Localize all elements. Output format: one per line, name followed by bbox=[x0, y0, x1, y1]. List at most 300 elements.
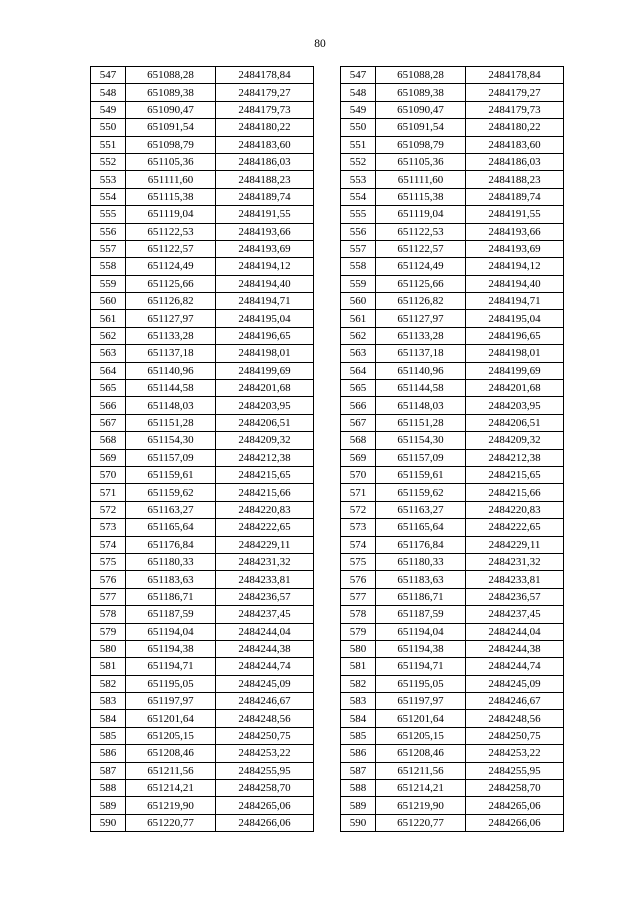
table-row bbox=[91, 727, 314, 744]
point-number-cell: 555 bbox=[341, 206, 376, 223]
y-coordinate-cell: 2484266,06 bbox=[216, 814, 314, 831]
x-coordinate-cell: 651194,38 bbox=[376, 640, 466, 657]
y-coordinate-cell: 2484194,71 bbox=[216, 293, 314, 310]
x-coordinate-cell: 651137,18 bbox=[376, 345, 466, 362]
point-number-cell: 586 bbox=[91, 745, 126, 762]
point-number-cell: 555 bbox=[91, 206, 126, 223]
x-coordinate-cell: 651125,66 bbox=[376, 275, 466, 292]
y-coordinate-cell: 2484188,23 bbox=[466, 171, 564, 188]
y-coordinate-cell: 2484209,32 bbox=[216, 432, 314, 449]
point-number-cell: 563 bbox=[341, 345, 376, 362]
y-coordinate-cell: 2484244,04 bbox=[216, 623, 314, 640]
x-coordinate-cell: 651088,28 bbox=[376, 67, 466, 84]
x-coordinate-cell: 651124,49 bbox=[376, 258, 466, 275]
point-number-cell: 550 bbox=[341, 119, 376, 136]
point-number-cell: 589 bbox=[341, 797, 376, 814]
y-coordinate-cell: 2484248,56 bbox=[216, 710, 314, 727]
y-coordinate-cell: 2484195,04 bbox=[216, 310, 314, 327]
table-row bbox=[91, 658, 314, 675]
y-coordinate-cell: 2484198,01 bbox=[216, 345, 314, 362]
table-row bbox=[341, 223, 564, 240]
table-row bbox=[341, 206, 564, 223]
table-row bbox=[341, 501, 564, 518]
x-coordinate-cell: 651214,21 bbox=[126, 780, 216, 797]
table-row bbox=[91, 67, 314, 84]
coordinates-table-left-body bbox=[91, 67, 314, 832]
y-coordinate-cell: 2484236,57 bbox=[216, 588, 314, 605]
table-row bbox=[91, 797, 314, 814]
x-coordinate-cell: 651144,58 bbox=[126, 380, 216, 397]
x-coordinate-cell: 651124,49 bbox=[126, 258, 216, 275]
point-number-cell: 563 bbox=[91, 345, 126, 362]
y-coordinate-cell: 2484250,75 bbox=[466, 727, 564, 744]
y-coordinate-cell: 2484244,74 bbox=[216, 658, 314, 675]
point-number-cell: 574 bbox=[91, 536, 126, 553]
table-row bbox=[341, 640, 564, 657]
table-row bbox=[91, 484, 314, 501]
y-coordinate-cell: 2484206,51 bbox=[466, 414, 564, 431]
x-coordinate-cell: 651165,64 bbox=[126, 519, 216, 536]
x-coordinate-cell: 651115,38 bbox=[126, 188, 216, 205]
point-number-cell: 579 bbox=[341, 623, 376, 640]
table-row bbox=[341, 258, 564, 275]
table-row bbox=[341, 275, 564, 292]
point-number-cell: 581 bbox=[341, 658, 376, 675]
table-row bbox=[91, 449, 314, 466]
table-row bbox=[341, 327, 564, 344]
y-coordinate-cell: 2484244,04 bbox=[466, 623, 564, 640]
x-coordinate-cell: 651091,54 bbox=[126, 119, 216, 136]
table-row bbox=[91, 710, 314, 727]
point-number-cell: 573 bbox=[91, 519, 126, 536]
table-row bbox=[341, 553, 564, 570]
x-coordinate-cell: 651089,38 bbox=[376, 84, 466, 101]
table-row bbox=[341, 414, 564, 431]
x-coordinate-cell: 651194,71 bbox=[126, 658, 216, 675]
point-number-cell: 548 bbox=[341, 84, 376, 101]
x-coordinate-cell: 651119,04 bbox=[376, 206, 466, 223]
table-row bbox=[341, 119, 564, 136]
x-coordinate-cell: 651187,59 bbox=[126, 606, 216, 623]
point-number-cell: 587 bbox=[91, 762, 126, 779]
point-number-cell: 553 bbox=[341, 171, 376, 188]
table-row bbox=[91, 675, 314, 692]
point-number-cell: 550 bbox=[91, 119, 126, 136]
table-row bbox=[341, 432, 564, 449]
point-number-cell: 589 bbox=[91, 797, 126, 814]
point-number-cell: 566 bbox=[341, 397, 376, 414]
y-coordinate-cell: 2484191,55 bbox=[216, 206, 314, 223]
point-number-cell: 561 bbox=[91, 310, 126, 327]
x-coordinate-cell: 651119,04 bbox=[126, 206, 216, 223]
x-coordinate-cell: 651144,58 bbox=[376, 380, 466, 397]
x-coordinate-cell: 651159,62 bbox=[376, 484, 466, 501]
table-row bbox=[91, 293, 314, 310]
table-row bbox=[341, 188, 564, 205]
table-row bbox=[91, 501, 314, 518]
point-number-cell: 548 bbox=[91, 84, 126, 101]
y-coordinate-cell: 2484246,67 bbox=[466, 693, 564, 710]
x-coordinate-cell: 651187,59 bbox=[376, 606, 466, 623]
x-coordinate-cell: 651157,09 bbox=[376, 449, 466, 466]
table-row bbox=[91, 762, 314, 779]
x-coordinate-cell: 651137,18 bbox=[126, 345, 216, 362]
y-coordinate-cell: 2484201,68 bbox=[216, 380, 314, 397]
x-coordinate-cell: 651159,61 bbox=[376, 466, 466, 483]
table-row bbox=[341, 814, 564, 831]
point-number-cell: 584 bbox=[91, 710, 126, 727]
point-number-cell: 560 bbox=[91, 293, 126, 310]
table-row bbox=[91, 536, 314, 553]
y-coordinate-cell: 2484194,71 bbox=[466, 293, 564, 310]
table-row bbox=[91, 119, 314, 136]
x-coordinate-cell: 651105,36 bbox=[376, 153, 466, 170]
y-coordinate-cell: 2484215,65 bbox=[216, 466, 314, 483]
table-row bbox=[91, 466, 314, 483]
y-coordinate-cell: 2484179,27 bbox=[466, 84, 564, 101]
point-number-cell: 570 bbox=[91, 466, 126, 483]
point-number-cell: 568 bbox=[341, 432, 376, 449]
y-coordinate-cell: 2484201,68 bbox=[466, 380, 564, 397]
x-coordinate-cell: 651219,90 bbox=[126, 797, 216, 814]
x-coordinate-cell: 651133,28 bbox=[126, 327, 216, 344]
y-coordinate-cell: 2484189,74 bbox=[466, 188, 564, 205]
table-row bbox=[341, 762, 564, 779]
point-number-cell: 583 bbox=[91, 693, 126, 710]
y-coordinate-cell: 2484215,66 bbox=[216, 484, 314, 501]
y-coordinate-cell: 2484178,84 bbox=[216, 67, 314, 84]
x-coordinate-cell: 651211,56 bbox=[126, 762, 216, 779]
y-coordinate-cell: 2484212,38 bbox=[466, 449, 564, 466]
point-number-cell: 556 bbox=[341, 223, 376, 240]
point-number-cell: 552 bbox=[91, 153, 126, 170]
table-row bbox=[91, 223, 314, 240]
x-coordinate-cell: 651090,47 bbox=[376, 101, 466, 118]
point-number-cell: 569 bbox=[341, 449, 376, 466]
table-row bbox=[341, 797, 564, 814]
y-coordinate-cell: 2484231,32 bbox=[216, 553, 314, 570]
point-number-cell: 581 bbox=[91, 658, 126, 675]
table-row bbox=[341, 780, 564, 797]
y-coordinate-cell: 2484189,74 bbox=[216, 188, 314, 205]
table-row bbox=[341, 67, 564, 84]
point-number-cell: 568 bbox=[91, 432, 126, 449]
point-number-cell: 561 bbox=[341, 310, 376, 327]
table-row bbox=[91, 397, 314, 414]
point-number-cell: 551 bbox=[341, 136, 376, 153]
table-row bbox=[91, 136, 314, 153]
point-number-cell: 578 bbox=[341, 606, 376, 623]
point-number-cell: 574 bbox=[341, 536, 376, 553]
point-number-cell: 580 bbox=[341, 640, 376, 657]
table-row bbox=[341, 380, 564, 397]
x-coordinate-cell: 651201,64 bbox=[376, 710, 466, 727]
table-row bbox=[341, 153, 564, 170]
x-coordinate-cell: 651183,63 bbox=[376, 571, 466, 588]
table-row bbox=[341, 745, 564, 762]
x-coordinate-cell: 651159,61 bbox=[126, 466, 216, 483]
y-coordinate-cell: 2484183,60 bbox=[466, 136, 564, 153]
x-coordinate-cell: 651122,57 bbox=[126, 240, 216, 257]
y-coordinate-cell: 2484180,22 bbox=[216, 119, 314, 136]
y-coordinate-cell: 2484199,69 bbox=[216, 362, 314, 379]
table-row bbox=[91, 571, 314, 588]
y-coordinate-cell: 2484206,51 bbox=[216, 414, 314, 431]
y-coordinate-cell: 2484193,69 bbox=[216, 240, 314, 257]
table-row bbox=[341, 84, 564, 101]
y-coordinate-cell: 2484212,38 bbox=[216, 449, 314, 466]
table-row bbox=[91, 693, 314, 710]
table-row bbox=[91, 206, 314, 223]
table-row bbox=[91, 780, 314, 797]
y-coordinate-cell: 2484179,27 bbox=[216, 84, 314, 101]
y-coordinate-cell: 2484180,22 bbox=[466, 119, 564, 136]
x-coordinate-cell: 651154,30 bbox=[376, 432, 466, 449]
x-coordinate-cell: 651183,63 bbox=[126, 571, 216, 588]
x-coordinate-cell: 651197,97 bbox=[376, 693, 466, 710]
y-coordinate-cell: 2484246,67 bbox=[216, 693, 314, 710]
table-row bbox=[91, 640, 314, 657]
y-coordinate-cell: 2484195,04 bbox=[466, 310, 564, 327]
point-number-cell: 567 bbox=[91, 414, 126, 431]
x-coordinate-cell: 651091,54 bbox=[376, 119, 466, 136]
x-coordinate-cell: 651098,79 bbox=[376, 136, 466, 153]
table-row bbox=[341, 571, 564, 588]
y-coordinate-cell: 2484194,12 bbox=[466, 258, 564, 275]
x-coordinate-cell: 651126,82 bbox=[376, 293, 466, 310]
point-number-cell: 586 bbox=[341, 745, 376, 762]
table-row bbox=[341, 345, 564, 362]
x-coordinate-cell: 651111,60 bbox=[126, 171, 216, 188]
x-coordinate-cell: 651127,97 bbox=[126, 310, 216, 327]
y-coordinate-cell: 2484255,95 bbox=[466, 762, 564, 779]
x-coordinate-cell: 651176,84 bbox=[376, 536, 466, 553]
x-coordinate-cell: 651125,66 bbox=[126, 275, 216, 292]
table-row bbox=[91, 171, 314, 188]
x-coordinate-cell: 651194,04 bbox=[126, 623, 216, 640]
table-row bbox=[91, 606, 314, 623]
x-coordinate-cell: 651098,79 bbox=[126, 136, 216, 153]
point-number-cell: 557 bbox=[341, 240, 376, 257]
table-row bbox=[91, 101, 314, 118]
x-coordinate-cell: 651148,03 bbox=[126, 397, 216, 414]
x-coordinate-cell: 651140,96 bbox=[376, 362, 466, 379]
y-coordinate-cell: 2484244,38 bbox=[216, 640, 314, 657]
point-number-cell: 576 bbox=[341, 571, 376, 588]
x-coordinate-cell: 651214,21 bbox=[376, 780, 466, 797]
table-row bbox=[341, 727, 564, 744]
y-coordinate-cell: 2484186,03 bbox=[216, 153, 314, 170]
y-coordinate-cell: 2484183,60 bbox=[216, 136, 314, 153]
y-coordinate-cell: 2484258,70 bbox=[466, 780, 564, 797]
table-row bbox=[91, 345, 314, 362]
point-number-cell: 572 bbox=[91, 501, 126, 518]
y-coordinate-cell: 2484196,65 bbox=[466, 327, 564, 344]
point-number-cell: 580 bbox=[91, 640, 126, 657]
point-number-cell: 558 bbox=[91, 258, 126, 275]
y-coordinate-cell: 2484191,55 bbox=[466, 206, 564, 223]
x-coordinate-cell: 651151,28 bbox=[126, 414, 216, 431]
point-number-cell: 551 bbox=[91, 136, 126, 153]
y-coordinate-cell: 2484220,83 bbox=[466, 501, 564, 518]
point-number-cell: 590 bbox=[91, 814, 126, 831]
table-row bbox=[341, 675, 564, 692]
table-row bbox=[91, 745, 314, 762]
table-row bbox=[341, 293, 564, 310]
y-coordinate-cell: 2484233,81 bbox=[216, 571, 314, 588]
point-number-cell: 559 bbox=[91, 275, 126, 292]
x-coordinate-cell: 651220,77 bbox=[126, 814, 216, 831]
table-row bbox=[91, 432, 314, 449]
y-coordinate-cell: 2484253,22 bbox=[466, 745, 564, 762]
point-number-cell: 569 bbox=[91, 449, 126, 466]
y-coordinate-cell: 2484231,32 bbox=[466, 553, 564, 570]
x-coordinate-cell: 651197,97 bbox=[126, 693, 216, 710]
table-row bbox=[91, 588, 314, 605]
point-number-cell: 571 bbox=[341, 484, 376, 501]
y-coordinate-cell: 2484186,03 bbox=[466, 153, 564, 170]
y-coordinate-cell: 2484193,66 bbox=[466, 223, 564, 240]
point-number-cell: 547 bbox=[91, 67, 126, 84]
point-number-cell: 554 bbox=[91, 188, 126, 205]
x-coordinate-cell: 651127,97 bbox=[376, 310, 466, 327]
y-coordinate-cell: 2484193,69 bbox=[466, 240, 564, 257]
x-coordinate-cell: 651220,77 bbox=[376, 814, 466, 831]
table-row bbox=[341, 519, 564, 536]
x-coordinate-cell: 651151,28 bbox=[376, 414, 466, 431]
table-row bbox=[91, 380, 314, 397]
x-coordinate-cell: 651105,36 bbox=[126, 153, 216, 170]
point-number-cell: 553 bbox=[91, 171, 126, 188]
coordinates-table-left bbox=[90, 66, 314, 832]
table-row bbox=[341, 536, 564, 553]
y-coordinate-cell: 2484222,65 bbox=[216, 519, 314, 536]
x-coordinate-cell: 651122,57 bbox=[376, 240, 466, 257]
point-number-cell: 570 bbox=[341, 466, 376, 483]
table-row bbox=[341, 310, 564, 327]
y-coordinate-cell: 2484203,95 bbox=[216, 397, 314, 414]
table-row bbox=[91, 814, 314, 831]
point-number-cell: 585 bbox=[91, 727, 126, 744]
y-coordinate-cell: 2484244,74 bbox=[466, 658, 564, 675]
table-row bbox=[91, 258, 314, 275]
x-coordinate-cell: 651195,05 bbox=[126, 675, 216, 692]
x-coordinate-cell: 651159,62 bbox=[126, 484, 216, 501]
y-coordinate-cell: 2484220,83 bbox=[216, 501, 314, 518]
y-coordinate-cell: 2484244,38 bbox=[466, 640, 564, 657]
y-coordinate-cell: 2484179,73 bbox=[216, 101, 314, 118]
point-number-cell: 584 bbox=[341, 710, 376, 727]
table-row bbox=[91, 519, 314, 536]
y-coordinate-cell: 2484237,45 bbox=[216, 606, 314, 623]
point-number-cell: 571 bbox=[91, 484, 126, 501]
point-number-cell: 549 bbox=[341, 101, 376, 118]
point-number-cell: 583 bbox=[341, 693, 376, 710]
y-coordinate-cell: 2484215,66 bbox=[466, 484, 564, 501]
point-number-cell: 557 bbox=[91, 240, 126, 257]
y-coordinate-cell: 2484178,84 bbox=[466, 67, 564, 84]
table-row bbox=[91, 240, 314, 257]
table-row bbox=[91, 414, 314, 431]
y-coordinate-cell: 2484194,12 bbox=[216, 258, 314, 275]
point-number-cell: 566 bbox=[91, 397, 126, 414]
table-row bbox=[341, 240, 564, 257]
y-coordinate-cell: 2484229,11 bbox=[466, 536, 564, 553]
point-number-cell: 567 bbox=[341, 414, 376, 431]
table-row bbox=[341, 101, 564, 118]
point-number-cell: 573 bbox=[341, 519, 376, 536]
table-row bbox=[341, 693, 564, 710]
table-row bbox=[91, 188, 314, 205]
x-coordinate-cell: 651208,46 bbox=[376, 745, 466, 762]
x-coordinate-cell: 651122,53 bbox=[376, 223, 466, 240]
y-coordinate-cell: 2484188,23 bbox=[216, 171, 314, 188]
x-coordinate-cell: 651205,15 bbox=[376, 727, 466, 744]
page-number: 80 bbox=[314, 38, 326, 50]
y-coordinate-cell: 2484215,65 bbox=[466, 466, 564, 483]
point-number-cell: 558 bbox=[341, 258, 376, 275]
y-coordinate-cell: 2484248,56 bbox=[466, 710, 564, 727]
y-coordinate-cell: 2484193,66 bbox=[216, 223, 314, 240]
table-row bbox=[341, 710, 564, 727]
x-coordinate-cell: 651219,90 bbox=[376, 797, 466, 814]
table-row bbox=[341, 171, 564, 188]
point-number-cell: 576 bbox=[91, 571, 126, 588]
table-row bbox=[341, 136, 564, 153]
table-row bbox=[91, 84, 314, 101]
point-number-cell: 562 bbox=[91, 327, 126, 344]
y-coordinate-cell: 2484229,11 bbox=[216, 536, 314, 553]
x-coordinate-cell: 651163,27 bbox=[126, 501, 216, 518]
x-coordinate-cell: 651165,64 bbox=[376, 519, 466, 536]
x-coordinate-cell: 651186,71 bbox=[376, 588, 466, 605]
x-coordinate-cell: 651089,38 bbox=[126, 84, 216, 101]
point-number-cell: 587 bbox=[341, 762, 376, 779]
table-row bbox=[341, 588, 564, 605]
y-coordinate-cell: 2484194,40 bbox=[216, 275, 314, 292]
x-coordinate-cell: 651194,38 bbox=[126, 640, 216, 657]
x-coordinate-cell: 651201,64 bbox=[126, 710, 216, 727]
x-coordinate-cell: 651176,84 bbox=[126, 536, 216, 553]
y-coordinate-cell: 2484253,22 bbox=[216, 745, 314, 762]
point-number-cell: 579 bbox=[91, 623, 126, 640]
y-coordinate-cell: 2484255,95 bbox=[216, 762, 314, 779]
x-coordinate-cell: 651180,33 bbox=[376, 553, 466, 570]
point-number-cell: 552 bbox=[341, 153, 376, 170]
x-coordinate-cell: 651126,82 bbox=[126, 293, 216, 310]
coordinates-table-right-body bbox=[341, 67, 564, 832]
point-number-cell: 582 bbox=[341, 675, 376, 692]
table-row bbox=[91, 275, 314, 292]
point-number-cell: 588 bbox=[341, 780, 376, 797]
point-number-cell: 575 bbox=[91, 553, 126, 570]
x-coordinate-cell: 651180,33 bbox=[126, 553, 216, 570]
point-number-cell: 590 bbox=[341, 814, 376, 831]
point-number-cell: 582 bbox=[91, 675, 126, 692]
y-coordinate-cell: 2484266,06 bbox=[466, 814, 564, 831]
point-number-cell: 562 bbox=[341, 327, 376, 344]
x-coordinate-cell: 651194,71 bbox=[376, 658, 466, 675]
table-row bbox=[91, 362, 314, 379]
x-coordinate-cell: 651140,96 bbox=[126, 362, 216, 379]
point-number-cell: 564 bbox=[341, 362, 376, 379]
y-coordinate-cell: 2484237,45 bbox=[466, 606, 564, 623]
x-coordinate-cell: 651194,04 bbox=[376, 623, 466, 640]
point-number-cell: 564 bbox=[91, 362, 126, 379]
y-coordinate-cell: 2484233,81 bbox=[466, 571, 564, 588]
y-coordinate-cell: 2484236,57 bbox=[466, 588, 564, 605]
y-coordinate-cell: 2484245,09 bbox=[216, 675, 314, 692]
